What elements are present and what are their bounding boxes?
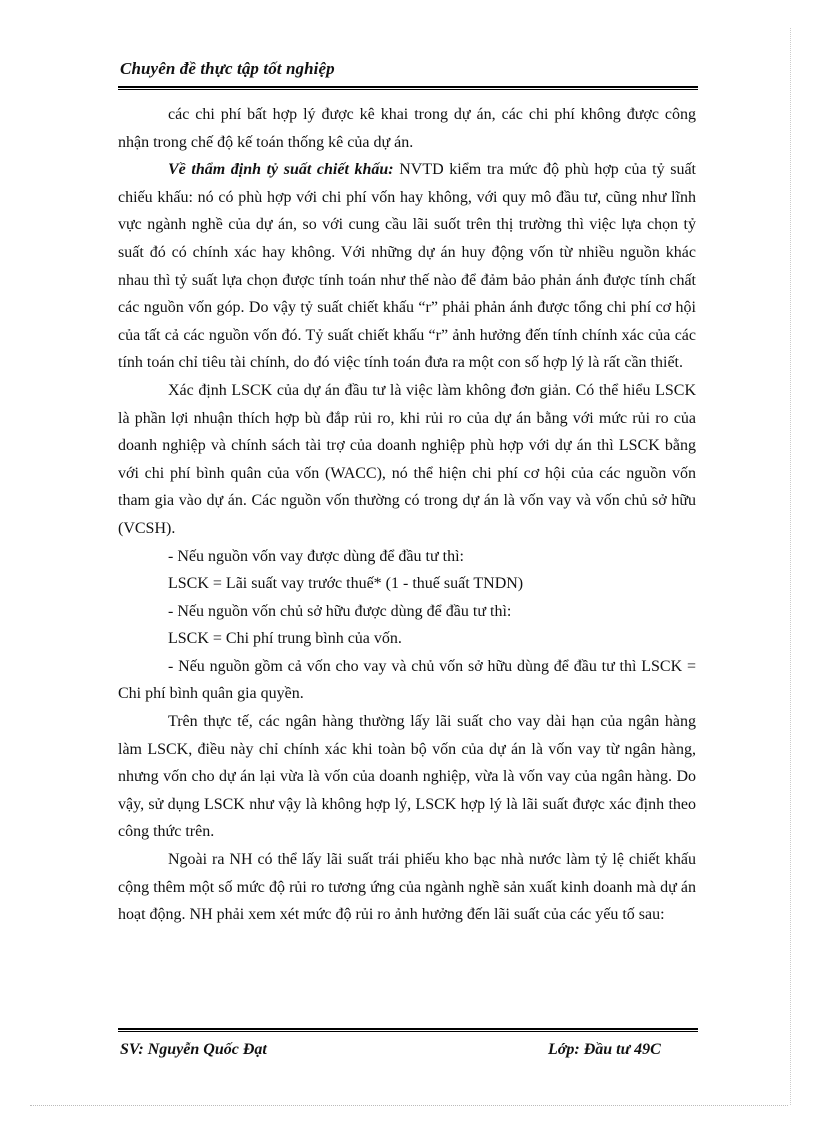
formula-line: LSCK = Lãi suất vay trước thuế* (1 - thuế suất TNDN) (168, 575, 524, 593)
list-item: - Nếu nguồn gồm cả vốn cho vay và chủ vốn sở hữu dùng để đầu tư thì LSCK = Chi phí bình quân gia quyền. (118, 657, 696, 703)
page-edge-right (790, 28, 791, 1105)
document-body (118, 101, 696, 929)
header-divider (118, 86, 698, 90)
paragraph-discount-rate (118, 156, 696, 377)
list-item: - Nếu nguồn vốn vay được dùng để đầu tư thì: (168, 547, 464, 565)
page-edge-bottom (30, 1105, 788, 1106)
footer-class-name: Lớp: Đầu tư 49C (548, 1041, 661, 1058)
paragraph-bonds: Ngoài ra NH có thể lấy lãi suất trái phiếu kho bạc nhà nước làm tỷ lệ chiết khấu cộng thêm một số mức độ rủi ro tương ứng của ngành nghề sản xuất kinh doanh mà dự án hoạt động. NH phải xem xét mức độ rủi ro ảnh hưởng đến lãi suất của các yếu tố sau: (118, 851, 696, 924)
paragraph-lsck: Xác định LSCK của dự án đầu tư là việc làm không đơn giản. Có thể hiểu LSCK là phần lợi nhuận thích hợp bù đắp rủi ro, khi rủi ro của dự án bằng với mức rủi ro của doanh nghiệp và chính sách tài trợ của doanh nghiệp phù hợp với dự án thì LSCK bằng với chi phí bình quân của vốn (WACC), nó thể hiện chi phí cơ hội của các nguồn vốn tham gia vào dự án. Các nguồn vốn thường có trong dự án là vốn vay và vốn chủ sở hữu (VCSH). (118, 381, 696, 537)
page-header-title: Chuyên đề thực tập tốt nghiệp (120, 59, 335, 78)
list-item: - Nếu nguồn vốn chủ sở hữu được dùng để đầu tư thì: (168, 602, 512, 620)
paragraph-lead-heading: Về thẩm định tỷ suất chiết khấu: (168, 161, 394, 179)
formula-line: LSCK = Chi phí trung bình của vốn. (168, 630, 402, 648)
paragraph-banks: Trên thực tế, các ngân hàng thường lấy lãi suất cho vay dài hạn của ngân hàng làm LSCK, điều này chỉ chính xác khi toàn bộ vốn của dự án là vốn vay từ ngân hàng, nhưng vốn cho dự án lại vừa là vốn của doanh nghiệp, vừa là vốn vay của ngân hàng. Do vậy, sử dụng LSCK như vậy là không hợp lý, LSCK hợp lý là lãi suất được xác định theo công thức trên. (118, 713, 696, 841)
paragraph-continuation: các chi phí bất hợp lý được kê khai trong dự án, các chi phí không được công nhận trong chế độ kế toán thống kê của dự án. (118, 106, 696, 151)
footer-divider (118, 1028, 698, 1032)
paragraph-text: NVTD kiểm tra mức độ phù hợp của tỷ suất chiếu khấu: nó có phù hợp với chi phí vốn hay không, với quy mô đầu tư, cũng như lĩnh vực ngành nghề của dự án, so với cung cầu lãi suốt trên thị trường thì việc lựa chọn tỷ suất đó có chính xác hay không. Với những dự án huy động vốn từ nhiều nguồn khác nhau thì tỷ suất lựa chọn được tính toán như thế nào để đảm bảo phản ánh được tính chất các nguồn vốn góp. Do vậy tỷ suất chiết khấu “r” phải phản ánh được tổng chi phí cơ hội của tất cả các nguồn vốn đó. Tỷ suất chiết khấu “r” ảnh hưởng đến tính chính xác của các tính toán chỉ tiêu tài chính, do đó việc tính toán đưa ra một con số hợp lý là rất cần thiết. (118, 161, 696, 372)
footer-student-name: SV: Nguyễn Quốc Đạt (120, 1041, 267, 1058)
